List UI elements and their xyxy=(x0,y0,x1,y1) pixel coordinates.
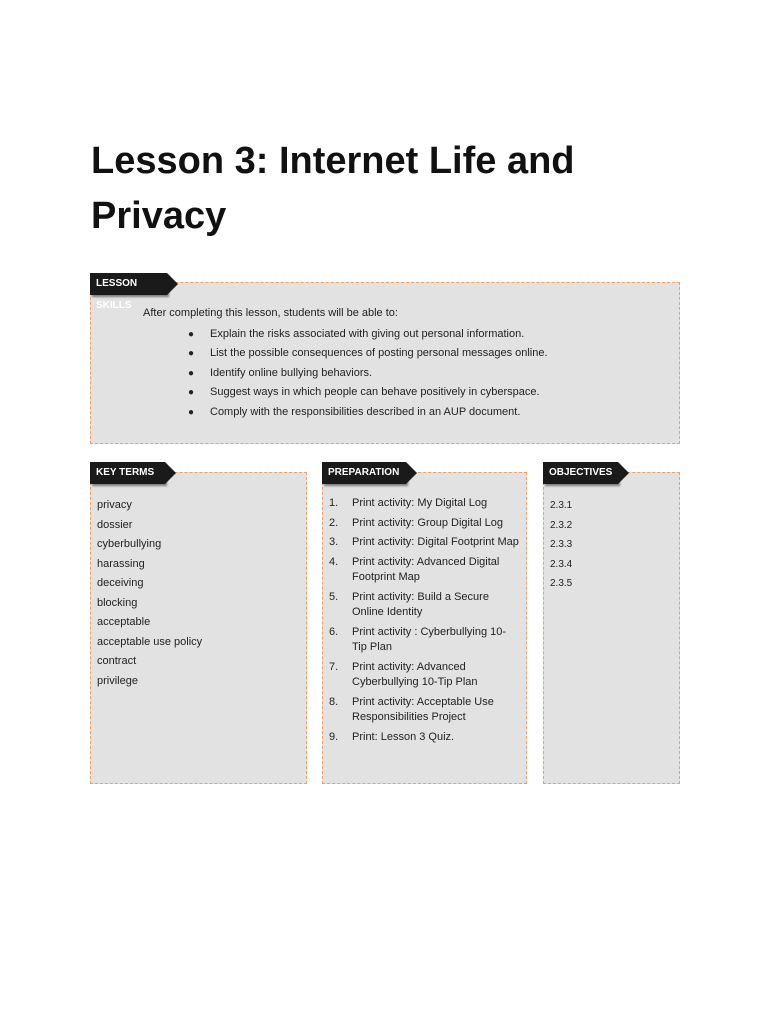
bullet-icon: ● xyxy=(188,329,195,340)
list-item: deceiving xyxy=(97,577,144,589)
preparation-list xyxy=(329,496,519,749)
list-item: 7. Print activity: Advanced Cyberbullying 10-Tip Plan xyxy=(329,660,478,688)
list-item: acceptable use policy xyxy=(97,635,203,648)
lesson-skills-tag: LESSON SKILLS xyxy=(90,273,167,295)
list-item: privacy xyxy=(97,499,132,511)
list-item: ● Identify online bullying behaviors. xyxy=(185,364,548,383)
key-terms-tag: KEY TERMS xyxy=(90,462,165,484)
bullet-icon: ● xyxy=(188,406,195,418)
list-item: contract xyxy=(97,655,137,667)
list-item: ● Explain the risks associated with giving out personal information. xyxy=(185,325,548,344)
key-terms-list xyxy=(97,496,202,691)
list-item: cyberbullying xyxy=(97,538,162,550)
list-item: 3. Print activity: Digital Footprint Map xyxy=(329,536,519,548)
list-item: 5. Print activity: Build a Secure Online Identity xyxy=(329,590,489,618)
list-item: dossier xyxy=(97,518,133,531)
list-item: 4. Print activity: Advanced Digital Footprint Map xyxy=(329,555,500,583)
lesson-skills-intro: After completing this lesson, students will be able to: xyxy=(143,307,398,319)
list-item: ● Comply with the responsibilities described in an AUP document. xyxy=(185,403,548,422)
objectives-tag: OBJECTIVES xyxy=(543,462,618,484)
list-item: harassing xyxy=(97,557,145,570)
list-item: 2.3.1 xyxy=(550,500,573,511)
list-item: ● List the possible consequences of posting personal messages online. xyxy=(185,344,548,363)
objectives-list xyxy=(550,496,572,594)
bullet-icon: ● xyxy=(188,367,195,379)
list-item: ● Suggest ways in which people can behave positively in cyberspace. xyxy=(185,383,548,402)
list-item: blocking xyxy=(97,596,138,609)
list-item: acceptable xyxy=(97,616,151,628)
lesson-skills-list xyxy=(185,325,548,422)
list-item: 2.3.3 xyxy=(550,539,573,550)
list-item: 8. Print activity: Acceptable Use Responsibilities Project xyxy=(329,695,494,723)
list-item: 2.3.4 xyxy=(550,558,573,570)
preparation-tag: PREPARATION xyxy=(322,462,406,484)
list-item: 1. Print activity: My Digital Log xyxy=(329,497,488,509)
list-item: privilege xyxy=(97,674,138,687)
list-item: 9. Print: Lesson 3 Quiz. xyxy=(329,730,455,743)
bullet-icon: ● xyxy=(188,387,195,399)
page-title: Lesson 3: Internet Life and Privacy xyxy=(91,140,575,237)
list-item: 2.3.5 xyxy=(550,578,573,589)
list-item: 2.3.2 xyxy=(550,519,573,531)
list-item: 2. Print activity: Group Digital Log xyxy=(329,516,504,529)
list-item: 6. Print activity : Cyberbullying 10-Tip Plan xyxy=(329,625,507,653)
bullet-icon: ● xyxy=(188,348,195,360)
